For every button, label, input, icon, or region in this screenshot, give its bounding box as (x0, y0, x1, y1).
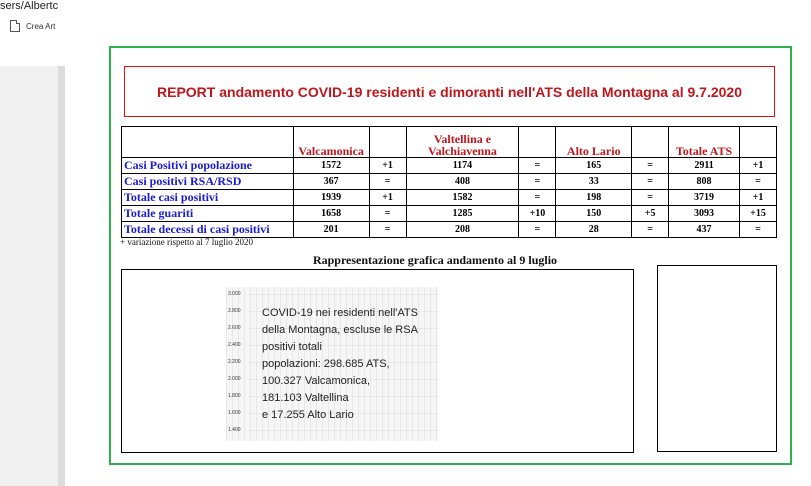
table-cell: = (739, 174, 776, 190)
table-cell: 808 (669, 174, 740, 190)
table-cell: = (632, 174, 669, 190)
table-cell: 1939 (293, 190, 369, 206)
y-tick-label: 2.600 (228, 325, 241, 331)
crea-art-button[interactable] (10, 20, 55, 32)
overlay-line: e 17.255 Alto Lario (262, 409, 354, 421)
table-cell: = (519, 190, 556, 206)
table-cell: +1 (739, 190, 776, 206)
chart-box-right (657, 265, 777, 452)
table-cell: 165 (556, 158, 632, 174)
variation-note: + variazione rispetto al 7 luglio 2020 (120, 237, 254, 247)
table-cell: = (632, 190, 669, 206)
table-cell: +5 (632, 206, 669, 222)
overlay-line: 181.103 Valtellina (262, 392, 349, 404)
overlay-line: positivi totali (262, 341, 322, 353)
table-cell: 201 (293, 222, 369, 238)
row-label: Totale decessi di casi positivi (122, 222, 294, 238)
table-cell: +10 (519, 206, 556, 222)
y-tick-label: 1.400 (228, 427, 241, 433)
column-header: Valcamonica (293, 127, 369, 158)
report-table (121, 126, 777, 238)
y-tick-label: 2.800 (228, 308, 241, 314)
left-gray-pane (0, 66, 64, 486)
table-cell: +1 (739, 158, 776, 174)
table-cell: 3093 (669, 206, 740, 222)
table-cell: +1 (369, 190, 406, 206)
table-cell: +1 (369, 158, 406, 174)
report-title: REPORT andamento COVID-19 residenti e dimoranti nell'ATS della Montagna al 9.7.2020 (157, 83, 742, 100)
table-cell: 437 (669, 222, 740, 238)
y-tick-label: 2.400 (228, 342, 241, 348)
overlay-line: COVID-19 nei residenti nell'ATS (262, 307, 418, 319)
table-cell: +15 (739, 206, 776, 222)
table-cell: = (632, 158, 669, 174)
table-cell: 408 (406, 174, 519, 190)
window-top-area (0, 0, 64, 66)
table-cell: 3719 (669, 190, 740, 206)
table-cell: 1174 (406, 158, 519, 174)
row-label: Casi Positivi popolazione (122, 158, 294, 174)
y-tick-label: 2.200 (228, 359, 241, 365)
table-cell: 367 (293, 174, 369, 190)
table-row (122, 174, 777, 190)
document-icon (10, 20, 20, 32)
table-row (122, 190, 777, 206)
crea-art-label: Crea Art (26, 21, 56, 31)
table-cell: 1582 (406, 190, 519, 206)
table-cell: = (369, 222, 406, 238)
overlay-line: 100.327 Valcamonica, (262, 375, 371, 387)
table-row (122, 206, 777, 222)
table-cell: = (519, 222, 556, 238)
table-cell: = (632, 222, 669, 238)
column-header: Valtellina e Valchiavenna (406, 127, 519, 158)
column-header: Totale ATS (669, 127, 740, 158)
table-cell: 198 (556, 190, 632, 206)
overlay-line: della Montagna, escluse le RSA (262, 324, 418, 336)
table-cell: = (739, 222, 776, 238)
graph-title: Rappresentazione grafica andamento al 9 luglio (312, 253, 558, 267)
table-cell: 1285 (406, 206, 519, 222)
table-cell: 33 (556, 174, 632, 190)
header-empty-cell (122, 127, 294, 158)
y-tick-label: 1.600 (228, 410, 241, 416)
y-tick-label: 3.000 (228, 291, 241, 297)
y-tick-label: 2.000 (228, 376, 241, 382)
row-label: Totale casi positivi (122, 190, 294, 206)
table-cell: 150 (556, 206, 632, 222)
overlay-line: popolazioni: 298.685 ATS, (262, 358, 390, 370)
row-label: Casi positivi RSA/RSD (122, 174, 294, 190)
table-cell: 2911 (669, 158, 740, 174)
path-text: sers/Albertc (0, 0, 59, 12)
left-scroll-strip[interactable] (58, 66, 65, 486)
table-cell: = (519, 174, 556, 190)
report-title-box (124, 66, 775, 117)
table-cell: = (369, 206, 406, 222)
table-cell: 1658 (293, 206, 369, 222)
table-cell: = (519, 158, 556, 174)
column-header: Alto Lario (556, 127, 632, 158)
y-tick-label: 1.800 (228, 393, 241, 399)
table-cell: 208 (406, 222, 519, 238)
chart-overlay-text (262, 305, 418, 424)
table-cell: = (369, 174, 406, 190)
row-label: Totale guariti (122, 206, 294, 222)
table-header-row (122, 127, 777, 158)
table-cell: 28 (556, 222, 632, 238)
table-row (122, 158, 777, 174)
table-cell: 1572 (293, 158, 369, 174)
table-row (122, 222, 777, 238)
